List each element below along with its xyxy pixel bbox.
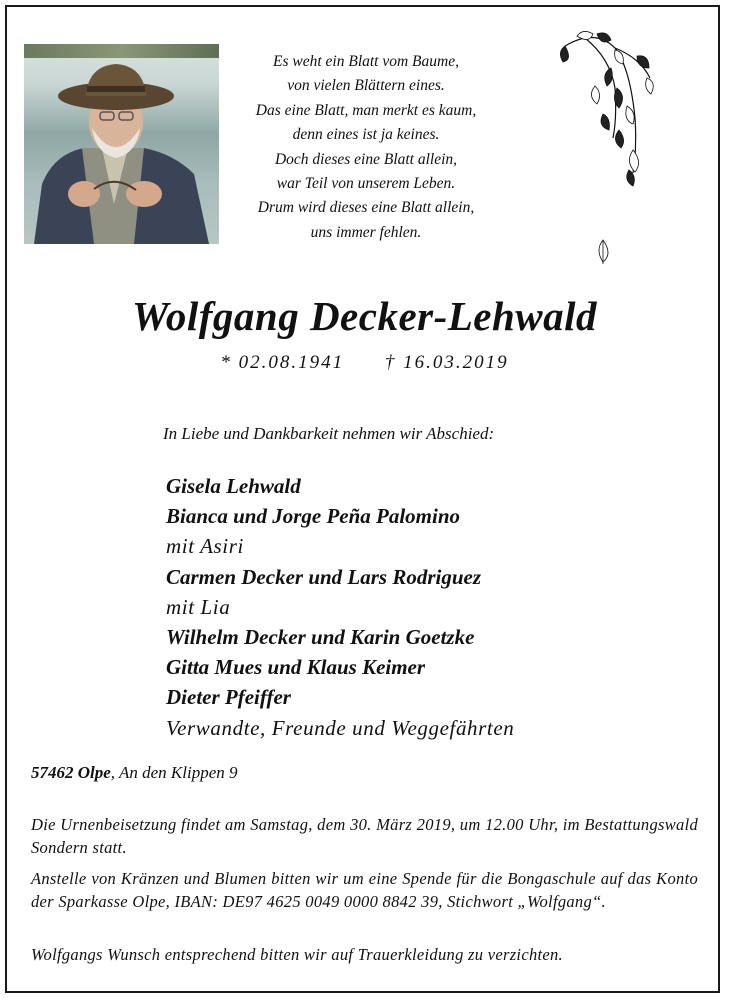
burial-info: Die Urnenbeisetzung findet am Samstag, dem 30. März 2019, um 12.00 Uhr, im Bestattungswald Sondern statt. (31, 815, 698, 857)
poem-line: denn eines ist ja keines. (292, 126, 440, 144)
address-city: 57462 Olpe (31, 763, 111, 782)
mourner-name: Gitta Mues und Klaus Keimer (166, 655, 426, 680)
death-date: † 16.03.2019 (384, 352, 509, 373)
life-dates (0, 352, 729, 374)
poem-line: Das eine Blatt, man merkt es kaum, (255, 101, 477, 119)
mourner-name: Gisela Lehwald (166, 474, 301, 498)
mourners-list (166, 471, 514, 743)
deceased-name: Wolfgang Decker-Lehwald (131, 293, 598, 339)
mourner-name: Carmen Decker und Lars Rodriguez (166, 564, 482, 589)
address-street: , An den Klippen 9 (110, 763, 238, 782)
mourner-note: Verwandte, Freunde und Weggefährten (166, 715, 515, 740)
poem-line: Drum wird dieses eine Blatt allein, (257, 199, 475, 217)
poem-line: von vielen Blättern eines. (287, 77, 445, 95)
mourner-name: Bianca und Jorge Peña Palomino (166, 504, 461, 529)
mourner-note: mit Asiri (166, 534, 244, 559)
poem (225, 50, 507, 245)
dress-code-info: Wolfgangs Wunsch entsprechend bitten wir auf Trauerkleidung zu verzichten. (31, 945, 563, 964)
birth-date: * 02.08.1941 (220, 352, 345, 373)
mourner-note: mit Lia (166, 594, 231, 619)
birch-leaves-illustration (555, 28, 665, 273)
poem-line: uns immer fehlen. (310, 223, 422, 241)
portrait-photo (24, 44, 219, 244)
poem-line: Doch dieses eine Blatt allein, (274, 150, 458, 168)
address (31, 763, 238, 783)
mourner-name: Dieter Pfeiffer (166, 685, 291, 710)
poem-line: Es weht ein Blatt vom Baume, (273, 53, 459, 70)
donation-info: Anstelle von Kränzen und Blumen bitten wir um eine Spende für die Bongaschule auf das Konto der Sparkasse Olpe, IBAN: DE97 4625 0049 0000 8842 39, Stichwort „Wolfgang“. (31, 869, 698, 911)
farewell-line: In Liebe und Dankbarkeit nehmen wir Abschied: (163, 424, 495, 443)
poem-line: war Teil von unserem Leben. (276, 175, 456, 193)
mourner-name: Wilhelm Decker und Karin Goetzke (166, 624, 475, 649)
